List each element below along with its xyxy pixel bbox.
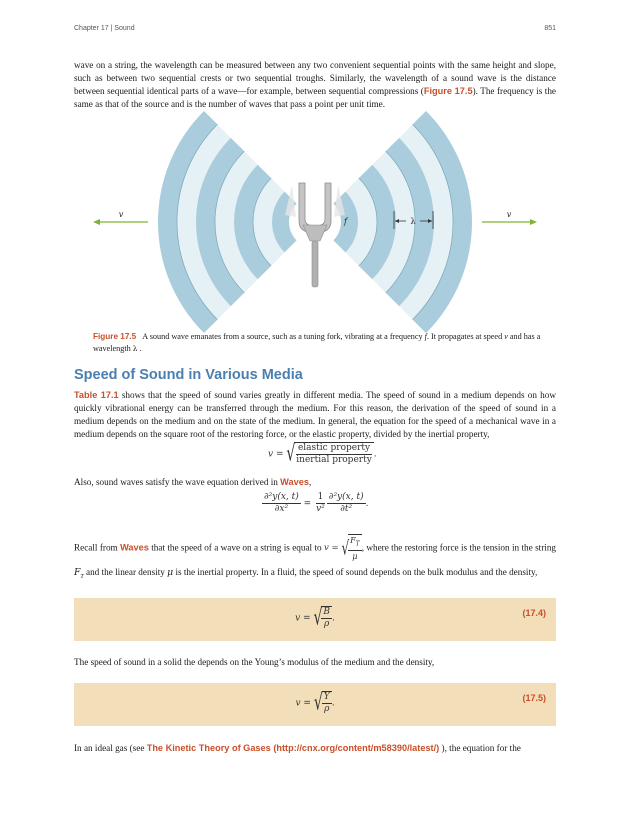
velocity-arrow-right bbox=[482, 210, 537, 225]
wave-eq-paragraph bbox=[74, 476, 556, 489]
paragraph-text: shows that the speed of sound varies greatly in different media. The speed of sound in a medium depends on how quickly vibrational energy can be transferred through the medium. For this reason, the derivation of the speed of sound in a medium depends on the medium and on the state of the medium. In general, the equation for the speed of a mechanical wave in a medium depends on the square root of the restoring force, or the elastic property, divided by the inertial property, bbox=[74, 390, 556, 440]
inline-equation-string: v = √ $\frac{F_T}{\mu}$ bbox=[323, 536, 360, 561]
waves-link[interactable]: Waves bbox=[120, 542, 149, 553]
eq-denominator: ρ bbox=[324, 704, 330, 714]
eq-trail: . bbox=[373, 449, 377, 460]
intro-paragraph bbox=[74, 59, 556, 111]
page-number: 851 bbox=[544, 25, 556, 32]
paragraph-text: The speed of sound in a solid the depends on the Young’s modulus of the medium and the density, bbox=[74, 657, 435, 667]
eq-trail: . bbox=[332, 613, 335, 624]
paragraph-text: and the linear density bbox=[83, 566, 168, 577]
paragraph-text: wave on a string, the wavelength can be measured between any two convenient sequential points with the same height and slope, such as between two sequential crests or two sequential troughs. Similarly, the wavelength of a sound wave is the distance between sequential identical parts of a wave—for example, between sequential compressions ( bbox=[74, 60, 556, 97]
section-heading: Speed of Sound in Various Media bbox=[74, 367, 303, 383]
kinetic-theory-link[interactable]: The Kinetic Theory of Gases (http://cnx.org/content/m58390/latest/) bbox=[146, 743, 440, 753]
eq-subscript: T bbox=[355, 540, 360, 548]
equation-box-17-5 bbox=[74, 683, 556, 726]
eq-trail: . bbox=[331, 698, 335, 709]
eq-denominator: μ bbox=[352, 551, 358, 561]
caption-text: A sound wave emanates from a source, such as a tuning fork, vibrating at a frequency bbox=[142, 332, 425, 341]
eq-numerator: elastic property bbox=[297, 443, 371, 453]
eq-trail: . bbox=[365, 499, 369, 509]
frequency-label: f bbox=[344, 217, 347, 226]
caption-var-lambda: λ bbox=[132, 344, 138, 353]
var-ft-sub: T bbox=[80, 573, 84, 580]
figure-label: Figure 17.5 bbox=[93, 332, 137, 341]
eq-lhs: v = bbox=[323, 543, 339, 554]
page-header bbox=[74, 25, 556, 32]
string-paragraph bbox=[74, 534, 556, 586]
gas-paragraph bbox=[74, 742, 556, 755]
equation-box-17-4 bbox=[74, 598, 556, 641]
paragraph-text: ). The frequency is the same as that of the source and is the number of waves that pass a point per unit time. bbox=[74, 86, 556, 110]
media-paragraph bbox=[74, 389, 556, 441]
eq-denominator: ∂t² bbox=[340, 504, 353, 514]
eq-numerator: ∂²y(x, t) bbox=[328, 492, 364, 502]
paragraph-text: Recall from bbox=[74, 542, 121, 553]
equation-number: (17.4) bbox=[522, 608, 546, 618]
figure-caption bbox=[93, 331, 553, 355]
wavelength-label: λ bbox=[410, 217, 416, 226]
right-wavefronts bbox=[333, 111, 472, 333]
left-wavefronts bbox=[158, 111, 297, 333]
equation-17-4: v = √ $\frac{B}{\rho}$ . bbox=[295, 605, 335, 631]
velocity-arrow-left bbox=[93, 210, 148, 225]
equation-17-5: v = √ $\frac{Y}{\rho}$ . bbox=[295, 690, 335, 716]
eq-numerator: ∂²y(x, t) bbox=[264, 492, 299, 502]
figure-illustration bbox=[80, 105, 550, 335]
paragraph-text: is the inertial property. In a fluid, the speed of sound depends on the bulk modulus and the density, bbox=[173, 566, 538, 577]
var-ft: F bbox=[74, 566, 81, 578]
eq-denominator: ∂x² bbox=[274, 504, 289, 514]
caption-text: . bbox=[137, 344, 142, 353]
equation-general bbox=[268, 442, 377, 466]
paragraph-text: , where the restoring force is the tension in the string bbox=[361, 542, 557, 553]
solid-paragraph bbox=[74, 656, 556, 669]
velocity-label-left: v bbox=[118, 210, 124, 219]
sound-wave-figure bbox=[80, 105, 550, 335]
tuning-fork-icon bbox=[285, 183, 345, 287]
equation-number: (17.5) bbox=[522, 693, 546, 703]
caption-text: and has a wavelength bbox=[93, 332, 541, 353]
waves-link[interactable]: Waves bbox=[280, 477, 309, 487]
figure-link[interactable]: Figure 17.5 bbox=[423, 86, 473, 97]
eq-equals: = bbox=[303, 499, 312, 509]
velocity-label-right: v bbox=[506, 210, 512, 219]
eq-numerator: B bbox=[323, 607, 331, 617]
paragraph-text: ), the equation for the bbox=[439, 743, 521, 753]
eq-lhs: v = bbox=[268, 449, 284, 460]
sqrt-symbol: √ $\frac{\text{elastic property}}{\text{inertial property}}$ bbox=[286, 441, 372, 467]
eq-numerator: 1 bbox=[317, 492, 324, 502]
eq-lhs: v = bbox=[295, 613, 311, 624]
eq-denominator: ρ bbox=[324, 619, 330, 629]
caption-var-v: v bbox=[504, 332, 508, 341]
caption-var-f: f bbox=[424, 332, 427, 341]
eq-denominator: v² bbox=[316, 504, 325, 514]
var-mu: μ bbox=[167, 566, 174, 578]
eq-lhs: v = bbox=[295, 698, 311, 709]
paragraph-text: , bbox=[308, 477, 312, 487]
eq-numerator: Y bbox=[323, 692, 330, 702]
eq-denominator: inertial property bbox=[296, 455, 372, 465]
caption-text: . It propagates at speed bbox=[426, 332, 505, 341]
paragraph-text: In an ideal gas (see bbox=[74, 743, 147, 753]
eq-numerator: F bbox=[350, 536, 356, 545]
chapter-title: Chapter 17 | Sound bbox=[74, 25, 135, 32]
paragraph-text: Also, sound waves satisfy the wave equation derived in bbox=[74, 477, 281, 487]
paragraph-text: that the speed of a wave on a string is equal to bbox=[148, 542, 324, 553]
equation-wave bbox=[262, 492, 368, 515]
table-link[interactable]: Table 17.1 bbox=[74, 390, 119, 400]
